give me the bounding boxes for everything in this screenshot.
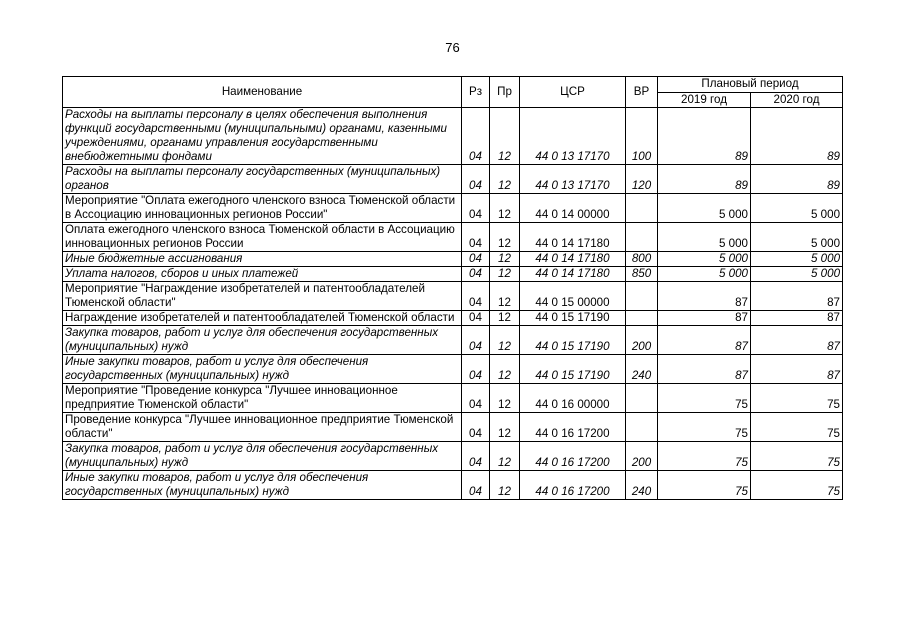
table-row [63, 223, 843, 252]
table-row [63, 194, 843, 223]
row-csr: 44 0 16 00000 [520, 384, 626, 413]
row-rz: 04 [462, 413, 490, 442]
header-vr: ВР [626, 77, 658, 108]
header-name: Наименование [63, 77, 462, 108]
table-row [63, 267, 843, 282]
row-rz: 04 [462, 267, 490, 282]
row-csr: 44 0 13 17170 [520, 165, 626, 194]
row-name: Мероприятие "Проведение конкурса "Лучшее инновационное предприятие Тюменской области" [63, 384, 462, 413]
row-vr [626, 223, 658, 252]
row-rz: 04 [462, 223, 490, 252]
row-name: Иные закупки товаров, работ и услуг для обеспечения государственных (муниципальных) нужд [63, 355, 462, 384]
row-2020-value: 87 [751, 282, 843, 311]
row-pr: 12 [490, 442, 520, 471]
row-csr: 44 0 15 17190 [520, 311, 626, 326]
table-row [63, 311, 843, 326]
table-row [63, 384, 843, 413]
header-pr: Пр [490, 77, 520, 108]
table-body [63, 108, 843, 500]
row-csr: 44 0 16 17200 [520, 471, 626, 500]
row-pr: 12 [490, 223, 520, 252]
row-2019-value: 89 [658, 165, 751, 194]
row-csr: 44 0 13 17170 [520, 108, 626, 165]
table-row [63, 326, 843, 355]
row-pr: 12 [490, 194, 520, 223]
page-number: 76 [445, 40, 460, 55]
row-2019-value: 87 [658, 282, 751, 311]
row-pr: 12 [490, 108, 520, 165]
row-vr: 850 [626, 267, 658, 282]
row-2019-value: 89 [658, 108, 751, 165]
row-rz: 04 [462, 442, 490, 471]
row-csr: 44 0 14 17180 [520, 223, 626, 252]
row-rz: 04 [462, 471, 490, 500]
row-csr: 44 0 16 17200 [520, 442, 626, 471]
row-pr: 12 [490, 252, 520, 267]
header-2020: 2020 год [751, 92, 843, 108]
table-row [63, 471, 843, 500]
row-2019-value: 87 [658, 355, 751, 384]
row-csr: 44 0 16 17200 [520, 413, 626, 442]
header-rz: Рз [462, 77, 490, 108]
row-2019-value: 5 000 [658, 252, 751, 267]
row-2020-value: 5 000 [751, 223, 843, 252]
row-2020-value: 87 [751, 355, 843, 384]
row-name: Закупка товаров, работ и услуг для обеспечения государственных (муниципальных) нужд [63, 326, 462, 355]
row-rz: 04 [462, 282, 490, 311]
row-pr: 12 [490, 413, 520, 442]
row-vr [626, 384, 658, 413]
row-2020-value: 5 000 [751, 252, 843, 267]
table-row [63, 282, 843, 311]
row-pr: 12 [490, 165, 520, 194]
table-row [63, 413, 843, 442]
row-vr: 800 [626, 252, 658, 267]
row-csr: 44 0 14 17180 [520, 267, 626, 282]
row-vr [626, 413, 658, 442]
row-name: Награждение изобретателей и патентообладателей Тюменской области [63, 311, 462, 326]
row-2020-value: 75 [751, 413, 843, 442]
row-name: Расходы на выплаты персоналу в целях обеспечения выполнения функций государственными (муниципальными) органами, казенными учреждениями, органами управления государственными внебюджетными фондами [63, 108, 462, 165]
row-pr: 12 [490, 384, 520, 413]
header-2019: 2019 год [658, 92, 751, 108]
row-csr: 44 0 15 00000 [520, 282, 626, 311]
table-row [63, 165, 843, 194]
row-rz: 04 [462, 384, 490, 413]
row-2020-value: 89 [751, 165, 843, 194]
row-2020-value: 87 [751, 311, 843, 326]
row-2020-value: 75 [751, 471, 843, 500]
row-rz: 04 [462, 311, 490, 326]
row-pr: 12 [490, 471, 520, 500]
table-header [63, 77, 843, 108]
row-rz: 04 [462, 194, 490, 223]
row-rz: 04 [462, 165, 490, 194]
row-pr: 12 [490, 267, 520, 282]
row-vr [626, 311, 658, 326]
row-vr: 120 [626, 165, 658, 194]
row-2019-value: 5 000 [658, 267, 751, 282]
row-2020-value: 89 [751, 108, 843, 165]
table-row [63, 442, 843, 471]
row-2020-value: 75 [751, 442, 843, 471]
row-pr: 12 [490, 326, 520, 355]
header-planned-period: Плановый период [658, 77, 843, 93]
row-vr: 100 [626, 108, 658, 165]
row-vr: 240 [626, 355, 658, 384]
row-rz: 04 [462, 326, 490, 355]
row-csr: 44 0 15 17190 [520, 326, 626, 355]
row-rz: 04 [462, 108, 490, 165]
row-2019-value: 87 [658, 311, 751, 326]
table-row [63, 252, 843, 267]
row-name: Мероприятие "Награждение изобретателей и патентообладателей Тюменской области" [63, 282, 462, 311]
row-2020-value: 5 000 [751, 267, 843, 282]
row-name: Уплата налогов, сборов и иных платежей [63, 267, 462, 282]
row-2019-value: 5 000 [658, 194, 751, 223]
row-vr: 200 [626, 442, 658, 471]
row-2020-value: 87 [751, 326, 843, 355]
row-2020-value: 75 [751, 384, 843, 413]
row-csr: 44 0 14 00000 [520, 194, 626, 223]
row-name: Оплата ежегодного членского взноса Тюменской области в Ассоциацию инновационных регионов России [63, 223, 462, 252]
row-name: Мероприятие "Оплата ежегодного членского взноса Тюменской области в Ассоциацию инновационных регионов России" [63, 194, 462, 223]
row-vr: 200 [626, 326, 658, 355]
row-pr: 12 [490, 282, 520, 311]
budget-table [62, 76, 843, 500]
row-2019-value: 5 000 [658, 223, 751, 252]
table-row [63, 355, 843, 384]
row-2019-value: 87 [658, 326, 751, 355]
row-name: Закупка товаров, работ и услуг для обеспечения государственных (муниципальных) нужд [63, 442, 462, 471]
row-csr: 44 0 15 17190 [520, 355, 626, 384]
row-vr [626, 194, 658, 223]
row-csr: 44 0 14 17180 [520, 252, 626, 267]
row-rz: 04 [462, 252, 490, 267]
row-pr: 12 [490, 355, 520, 384]
row-vr [626, 282, 658, 311]
row-2020-value: 5 000 [751, 194, 843, 223]
row-vr: 240 [626, 471, 658, 500]
row-2019-value: 75 [658, 442, 751, 471]
row-name: Иные бюджетные ассигнования [63, 252, 462, 267]
row-name: Иные закупки товаров, работ и услуг для обеспечения государственных (муниципальных) нужд [63, 471, 462, 500]
header-csr: ЦСР [520, 77, 626, 108]
row-name: Проведение конкурса "Лучшее инновационное предприятие Тюменской области" [63, 413, 462, 442]
row-pr: 12 [490, 311, 520, 326]
row-name: Расходы на выплаты персоналу государственных (муниципальных) органов [63, 165, 462, 194]
table-row [63, 108, 843, 165]
row-rz: 04 [462, 355, 490, 384]
row-2019-value: 75 [658, 384, 751, 413]
row-2019-value: 75 [658, 413, 751, 442]
row-2019-value: 75 [658, 471, 751, 500]
